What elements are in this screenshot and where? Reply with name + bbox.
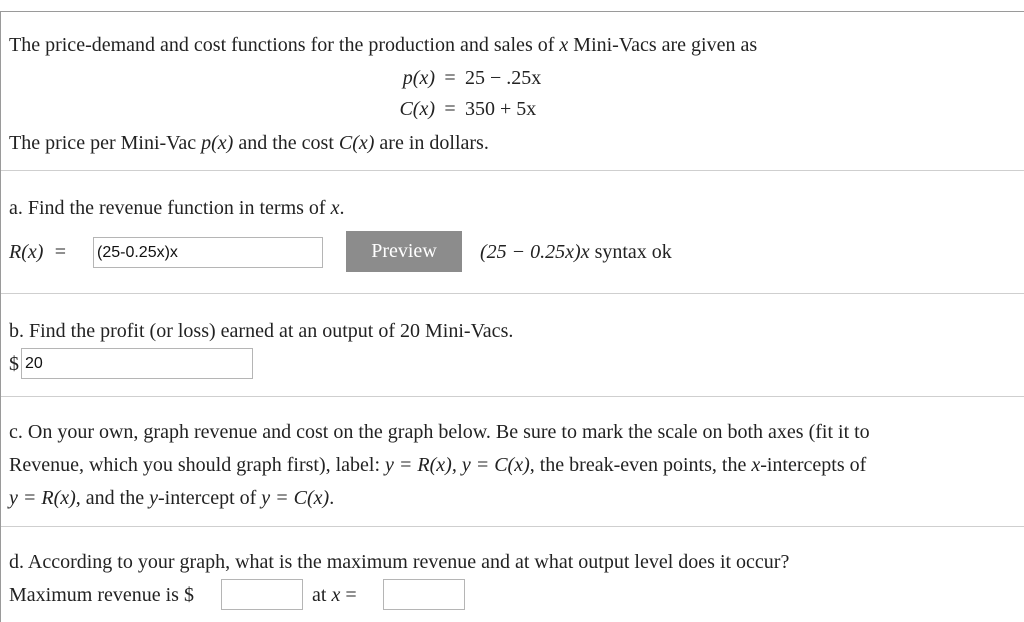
part-c-l2-a: Revenue, which you should graph first), label: — [9, 454, 386, 476]
cost-equation — [370, 97, 536, 121]
units-text-3: are in dollars. — [374, 132, 489, 154]
revenue-eq-sign: = — [54, 241, 67, 263]
left-border — [0, 11, 1, 622]
at-text: at — [312, 584, 332, 606]
units-math-1: p(x) — [201, 132, 234, 154]
part-c-l3-m1: y = R(x) — [9, 487, 76, 509]
part-c-l2-m1: y = R(x), y = C(x) — [385, 454, 530, 476]
part-c-l2-c: -intercepts of — [760, 454, 867, 476]
part-d-prompt: d. According to your graph, what is the maximum revenue and at what output level does it occur? — [9, 551, 790, 573]
part-a-var: x — [330, 197, 340, 219]
cost-eq-sign: = — [444, 98, 456, 120]
price-rhs: 25 − .25x — [465, 67, 542, 89]
at-var: x — [331, 584, 341, 606]
divider-c — [1, 396, 1024, 397]
part-a-end: . — [339, 197, 345, 219]
part-a-prompt — [9, 196, 344, 220]
part-b-prompt: b. Find the profit (or loss) earned at an output of 20 Mini-Vacs. — [9, 320, 514, 342]
units-text-2: and the cost — [233, 132, 339, 154]
max-revenue-input[interactable] — [221, 579, 303, 610]
units-text-1: The price per Mini-Vac — [9, 132, 202, 154]
part-a-text: a. Find the revenue function in terms of — [9, 197, 331, 219]
part-c-l2-m2: x — [751, 454, 761, 476]
part-c-line-3 — [9, 486, 334, 510]
top-border — [0, 11, 1024, 12]
preview-feedback — [480, 240, 672, 264]
preview-button[interactable]: Preview — [346, 231, 462, 272]
revenue-label — [9, 240, 77, 264]
output-level-input[interactable] — [383, 579, 465, 610]
part-c-l3-a: , and the — [75, 487, 150, 509]
divider-d — [1, 526, 1024, 527]
feedback-math: (25 − 0.25x)x — [480, 241, 590, 263]
intro-text-end: Mini-Vacs are given as — [568, 34, 758, 56]
units-math-2: C(x) — [338, 132, 375, 154]
price-lhs: p(x) — [402, 67, 435, 89]
at-x-label — [312, 583, 357, 607]
revenue-function-input[interactable] — [93, 237, 323, 268]
part-c-l2-b: , the break-even points, the — [529, 454, 752, 476]
feedback-status: syntax ok — [589, 241, 672, 263]
part-c-l3-b: -intercept of — [158, 487, 262, 509]
part-c-line-1: c. On your own, graph revenue and cost on the graph below. Be sure to mark the scale on both axes (fit it to — [9, 421, 870, 443]
cost-lhs: C(x) — [399, 98, 435, 120]
price-demand-equation — [370, 66, 541, 90]
intro-var: x — [559, 34, 569, 56]
part-c-l3-c: . — [329, 487, 335, 509]
at-eq: = — [340, 584, 357, 606]
divider-a — [1, 170, 1024, 171]
part-c-l3-m3: y = C(x) — [261, 487, 330, 509]
intro-text: The price-demand and cost functions for the production and sales of — [9, 34, 560, 56]
profit-input[interactable] — [21, 348, 253, 379]
problem-intro — [9, 33, 757, 57]
part-c-line-2 — [9, 453, 866, 477]
currency-symbol: $ — [9, 353, 19, 375]
part-c-l3-m2: y — [149, 487, 158, 509]
units-note — [9, 131, 489, 155]
price-eq-sign: = — [444, 67, 456, 89]
cost-rhs: 350 + 5x — [465, 98, 537, 120]
max-revenue-label: Maximum revenue is $ — [9, 584, 194, 606]
revenue-label-math: R(x) — [9, 241, 44, 263]
divider-b — [1, 293, 1024, 294]
